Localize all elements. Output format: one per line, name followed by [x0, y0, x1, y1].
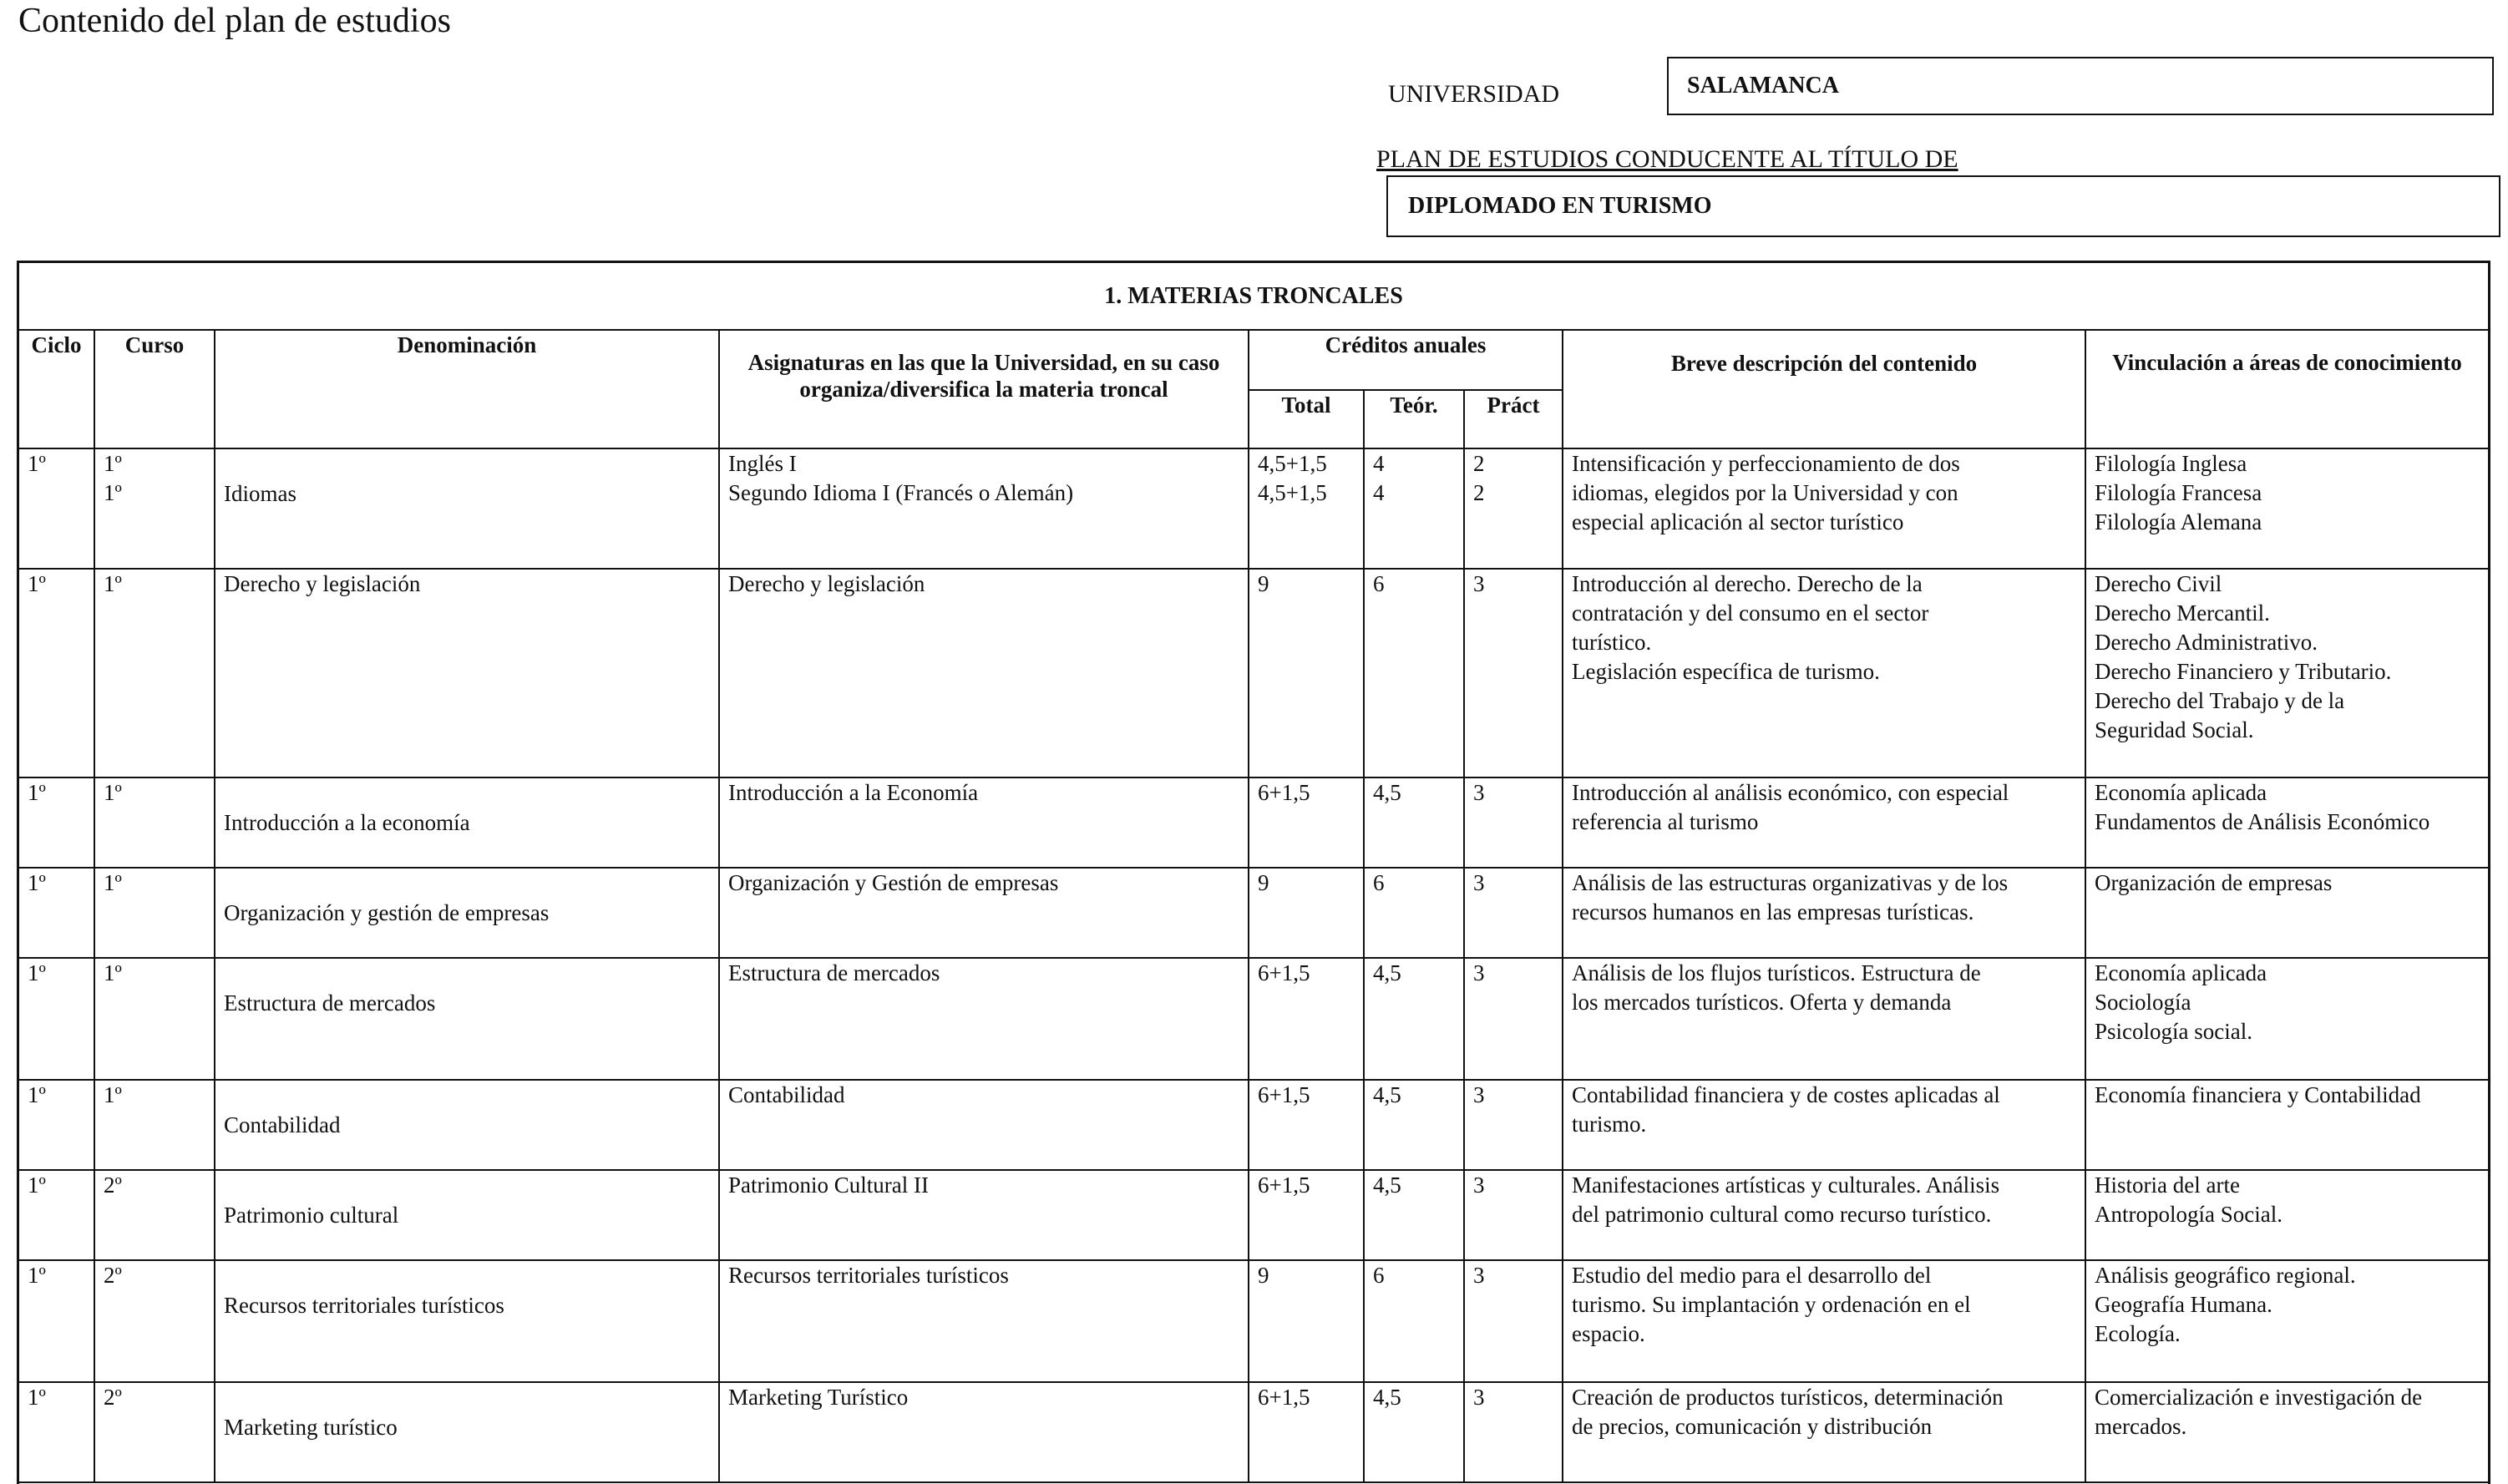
cell-teor: [1364, 777, 1464, 868]
cell-asignaturas-line: Estructura de mercados: [728, 960, 940, 985]
table-row: [19, 1382, 2488, 1482]
cell-ciclo: [19, 1170, 94, 1260]
cell-curso: [94, 958, 215, 1080]
cell-total: [1249, 1382, 1364, 1482]
header-pract: Práct: [1464, 390, 1563, 448]
cell-pract-line: 3: [1473, 1263, 1485, 1288]
cell-asignaturas-line: Introducción a la Economía: [728, 780, 979, 805]
cell-asignaturas: [719, 958, 1249, 1080]
plan-label: PLAN DE ESTUDIOS CONDUCENTE AL TÍTULO DE: [1376, 145, 1958, 173]
universidad-label: UNIVERSIDAD: [1388, 80, 1559, 108]
cell-total: [1249, 448, 1364, 569]
table-row: [19, 958, 2488, 1080]
cell-vinculacion: [2085, 1382, 2488, 1482]
cell-vinculacion: [2085, 448, 2488, 569]
cell-total-line: 6+1,5: [1258, 1173, 1310, 1198]
plan-field: DIPLOMADO EN TURISMO: [1386, 175, 2500, 237]
cell-teor: [1364, 448, 1464, 569]
cell-asignaturas-line: Patrimonio Cultural II: [728, 1173, 929, 1198]
universidad-field: SALAMANCA: [1667, 57, 2494, 115]
cell-ciclo-text: 1º: [28, 1082, 46, 1107]
cell-curso-line: 2º: [104, 1263, 122, 1288]
cell-descripcion-line: Introducción al derecho. Derecho de la: [1572, 571, 1923, 596]
cell-teor: [1364, 1170, 1464, 1260]
cell-curso-line: 1º: [104, 451, 122, 476]
cell-ciclo-text: 1º: [28, 1173, 46, 1198]
cell-ciclo: [19, 777, 94, 868]
cell-total-line: 9: [1258, 870, 1269, 895]
header-teor: Teór.: [1364, 390, 1464, 448]
cell-ciclo: [19, 1260, 94, 1382]
cell-vinculacion-line: Derecho Civil: [2095, 571, 2222, 596]
header-ciclo: Ciclo: [19, 330, 94, 448]
cell-vinculacion: [2085, 777, 2488, 868]
cell-asignaturas-line: Recursos territoriales turísticos: [728, 1263, 1009, 1288]
cell-denominacion-text: Contabilidad: [224, 1112, 341, 1137]
header-denominacion: Denominación: [215, 330, 719, 448]
cell-total: [1249, 1170, 1364, 1260]
cell-descripcion-line: Análisis de los flujos turísticos. Estructura de: [1572, 960, 1981, 985]
cell-descripcion-line: espacio.: [1572, 1321, 1645, 1346]
cell-curso-line: 1º: [104, 960, 122, 985]
cell-vinculacion-line: Psicología social.: [2095, 1019, 2252, 1044]
cell-asignaturas-line: Derecho y legislación: [728, 571, 925, 596]
cell-teor: [1364, 958, 1464, 1080]
cell-curso-line: 1º: [104, 870, 122, 895]
cell-pract: [1464, 1080, 1563, 1170]
cell-total-line: 4,5+1,5: [1258, 480, 1327, 505]
table-row: [19, 868, 2488, 958]
cell-teor-line: 4,5: [1373, 960, 1401, 985]
cell-pract: [1464, 448, 1563, 569]
cell-descripcion: [1563, 1170, 2085, 1260]
cell-denominacion-text: Derecho y legislación: [224, 571, 421, 596]
cell-asignaturas-line: Marketing Turístico: [728, 1385, 909, 1410]
cell-teor: [1364, 1382, 1464, 1482]
cell-pract-line: 3: [1473, 1173, 1485, 1198]
cell-descripcion: [1563, 868, 2085, 958]
cell-curso-line: 2º: [104, 1173, 122, 1198]
cell-asignaturas: [719, 1170, 1249, 1260]
cell-denominacion-text: Idiomas: [224, 481, 296, 506]
cell-vinculacion-line: Filología Inglesa: [2095, 451, 2247, 476]
cell-pract: [1464, 569, 1563, 777]
cell-curso-line: 2º: [104, 1385, 122, 1410]
cell-denominacion: [215, 1170, 719, 1260]
cell-vinculacion-line: Economía financiera y Contabilidad: [2095, 1082, 2421, 1107]
cell-ciclo-text: 1º: [28, 960, 46, 985]
cell-descripcion-line: referencia al turismo: [1572, 809, 1759, 834]
header-asignaturas: Asignaturas en las que la Universidad, en su caso organiza/diversifica la materia troncal: [719, 330, 1249, 448]
cell-total-line: 6+1,5: [1258, 1385, 1310, 1410]
cell-total-line: 6+1,5: [1258, 960, 1310, 985]
cell-total: [1249, 1080, 1364, 1170]
cell-denominacion-text: Recursos territoriales turísticos: [224, 1293, 504, 1318]
cell-pract-line: 3: [1473, 870, 1485, 895]
cell-descripcion: [1563, 1260, 2085, 1382]
cell-descripcion-line: de precios, comunicación y distribución: [1572, 1414, 1933, 1439]
cell-teor-line: 4: [1373, 451, 1385, 476]
cell-vinculacion-line: Derecho Financiero y Tributario.: [2095, 659, 2392, 684]
table-row: [19, 569, 2488, 777]
cell-pract-line: 3: [1473, 1082, 1485, 1107]
cell-teor-line: 4: [1373, 480, 1385, 505]
cell-denominacion: [215, 1382, 719, 1482]
cell-pract: [1464, 1260, 1563, 1382]
cell-vinculacion-line: Filología Alemana: [2095, 509, 2262, 534]
cell-pract: [1464, 958, 1563, 1080]
cell-descripcion-line: contratación y del consumo en el sector: [1572, 600, 1929, 626]
cell-descripcion: [1563, 777, 2085, 868]
cell-teor-line: 4,5: [1373, 1082, 1401, 1107]
table-row: [19, 448, 2488, 569]
cell-vinculacion-line: Seguridad Social.: [2095, 717, 2254, 742]
cell-descripcion-line: Introducción al análisis económico, con especial: [1572, 780, 2009, 805]
cell-asignaturas: [719, 1260, 1249, 1382]
cell-total: [1249, 777, 1364, 868]
cell-asignaturas: [719, 1382, 1249, 1482]
materias-troncales-table-wrap: [17, 261, 2490, 1484]
cell-asignaturas-line: Contabilidad: [728, 1082, 845, 1107]
cell-teor-line: 4,5: [1373, 1173, 1401, 1198]
cell-vinculacion-line: Derecho Administrativo.: [2095, 630, 2318, 655]
cell-descripcion-line: turístico.: [1572, 630, 1652, 655]
cell-total-line: 9: [1258, 571, 1269, 596]
cell-vinculacion: [2085, 868, 2488, 958]
cell-denominacion: [215, 777, 719, 868]
cell-teor-line: 4,5: [1373, 780, 1401, 805]
cell-curso-line: 1º: [104, 571, 122, 596]
header-total: Total: [1249, 390, 1364, 448]
table-body: [19, 448, 2488, 1482]
cell-asignaturas-line: Segundo Idioma I (Francés o Alemán): [728, 480, 1074, 505]
cell-curso: [94, 1260, 215, 1382]
cell-denominacion: [215, 1260, 719, 1382]
page-title: Contenido del plan de estudios: [18, 2, 451, 40]
cell-ciclo-text: 1º: [28, 451, 46, 476]
cell-denominacion-text: Patrimonio cultural: [224, 1203, 399, 1228]
header-vinculacion: Vinculación a áreas de conocimiento: [2085, 330, 2488, 448]
cell-asignaturas: [719, 569, 1249, 777]
cell-descripcion-line: recursos humanos en las empresas turísticas.: [1572, 899, 1974, 924]
cell-vinculacion: [2085, 958, 2488, 1080]
cell-vinculacion: [2085, 1080, 2488, 1170]
cell-teor-line: 6: [1373, 571, 1385, 596]
cell-descripcion-line: turismo. Su implantación y ordenación en el: [1572, 1292, 1971, 1317]
cell-curso-line: 1º: [104, 1082, 122, 1107]
cell-ciclo-text: 1º: [28, 1263, 46, 1288]
cell-pract: [1464, 1382, 1563, 1482]
cell-total: [1249, 868, 1364, 958]
cell-ciclo-text: 1º: [28, 870, 46, 895]
cell-vinculacion-line: Economía aplicada: [2095, 780, 2267, 805]
cell-asignaturas-line: Organización y Gestión de empresas: [728, 870, 1059, 895]
cell-descripcion-line: Intensificación y perfeccionamiento de dos: [1572, 451, 1960, 476]
cell-descripcion-line: Análisis de las estructuras organizativas y de los: [1572, 870, 2009, 895]
cell-pract-line: 3: [1473, 571, 1485, 596]
cell-descripcion: [1563, 1080, 2085, 1170]
cell-asignaturas: [719, 448, 1249, 569]
cell-total-line: 6+1,5: [1258, 780, 1310, 805]
cell-descripcion-line: los mercados turísticos. Oferta y demanda: [1572, 990, 1952, 1015]
cell-teor: [1364, 1080, 1464, 1170]
cell-total-line: 6+1,5: [1258, 1082, 1310, 1107]
cell-vinculacion: [2085, 1170, 2488, 1260]
cell-descripcion-line: del patrimonio cultural como recurso turístico.: [1572, 1202, 1992, 1227]
table-row: [19, 1170, 2488, 1260]
cell-descripcion-line: especial aplicación al sector turístico: [1572, 509, 1904, 534]
header-descripcion: Breve descripción del contenido: [1563, 330, 2085, 448]
cell-descripcion-line: Estudio del medio para el desarrollo del: [1572, 1263, 1932, 1288]
cell-ciclo: [19, 569, 94, 777]
cell-ciclo-text: 1º: [28, 780, 46, 805]
cell-descripcion-line: Manifestaciones artísticas y culturales. Análisis: [1572, 1173, 2000, 1198]
cell-curso: [94, 569, 215, 777]
cell-teor-line: 4,5: [1373, 1385, 1401, 1410]
cell-curso-line: 1º: [104, 780, 122, 805]
cell-vinculacion-line: Fundamentos de Análisis Económico: [2095, 809, 2430, 834]
cell-ciclo: [19, 1080, 94, 1170]
cell-pract-line: 3: [1473, 960, 1485, 985]
cell-asignaturas: [719, 777, 1249, 868]
cell-curso: [94, 868, 215, 958]
cell-asignaturas-line: Inglés I: [728, 451, 797, 476]
cell-vinculacion-line: Derecho del Trabajo y de la: [2095, 688, 2345, 713]
cell-denominacion: [215, 958, 719, 1080]
cell-denominacion: [215, 1080, 719, 1170]
cell-descripcion: [1563, 448, 2085, 569]
cell-curso: [94, 777, 215, 868]
cell-pract: [1464, 868, 1563, 958]
cell-vinculacion-line: Sociología: [2095, 990, 2191, 1015]
header-curso: Curso: [94, 330, 215, 448]
materias-troncales-table: [19, 263, 2488, 1483]
cell-asignaturas: [719, 868, 1249, 958]
cell-descripcion-line: idiomas, elegidos por la Universidad y con: [1572, 480, 1958, 505]
section-title: 1. MATERIAS TRONCALES: [19, 263, 2488, 330]
cell-vinculacion-line: Historia del arte: [2095, 1173, 2240, 1198]
cell-vinculacion-line: mercados.: [2095, 1414, 2187, 1439]
cell-pract-line: 3: [1473, 1385, 1485, 1410]
cell-denominacion: [215, 569, 719, 777]
cell-vinculacion-line: Antropología Social.: [2095, 1202, 2283, 1227]
cell-ciclo: [19, 1382, 94, 1482]
cell-descripcion-line: Legislación específica de turismo.: [1572, 659, 1880, 684]
cell-denominacion-text: Estructura de mercados: [224, 990, 436, 1016]
cell-pract-line: 3: [1473, 780, 1485, 805]
cell-teor: [1364, 868, 1464, 958]
cell-ciclo: [19, 868, 94, 958]
cell-teor: [1364, 569, 1464, 777]
cell-denominacion: [215, 448, 719, 569]
cell-ciclo-text: 1º: [28, 1385, 46, 1410]
cell-ciclo: [19, 958, 94, 1080]
cell-teor-line: 6: [1373, 1263, 1385, 1288]
cell-teor: [1364, 1260, 1464, 1382]
cell-curso: [94, 1382, 215, 1482]
cell-vinculacion-line: Comercialización e investigación de: [2095, 1385, 2423, 1410]
cell-descripcion-line: Contabilidad financiera y de costes aplicadas al: [1572, 1082, 2000, 1107]
cell-curso: [94, 1080, 215, 1170]
cell-total: [1249, 1260, 1364, 1382]
cell-curso: [94, 448, 215, 569]
cell-descripcion: [1563, 958, 2085, 1080]
cell-vinculacion: [2085, 1260, 2488, 1382]
cell-denominacion-text: Marketing turístico: [224, 1415, 398, 1440]
cell-vinculacion-line: Ecología.: [2095, 1321, 2181, 1346]
cell-pract: [1464, 1170, 1563, 1260]
cell-curso: [94, 1170, 215, 1260]
cell-vinculacion-line: Organización de empresas: [2095, 870, 2333, 895]
cell-ciclo: [19, 448, 94, 569]
cell-vinculacion-line: Filología Francesa: [2095, 480, 2262, 505]
cell-pract: [1464, 777, 1563, 868]
table-row: [19, 1080, 2488, 1170]
cell-curso-line: 1º: [104, 480, 122, 505]
cell-total: [1249, 569, 1364, 777]
cell-total: [1249, 958, 1364, 1080]
cell-pract-line: 2: [1473, 451, 1485, 476]
cell-denominacion-text: Introducción a la economía: [224, 810, 470, 835]
cell-vinculacion-line: Análisis geográfico regional.: [2095, 1263, 2356, 1288]
cell-ciclo-text: 1º: [28, 571, 46, 596]
cell-vinculacion: [2085, 569, 2488, 777]
header-creditos: Créditos anuales: [1249, 330, 1563, 390]
cell-denominacion: [215, 868, 719, 958]
cell-asignaturas: [719, 1080, 1249, 1170]
table-row: [19, 1260, 2488, 1382]
cell-total-line: 9: [1258, 1263, 1269, 1288]
cell-teor-line: 6: [1373, 870, 1385, 895]
cell-pract-line: 2: [1473, 480, 1485, 505]
cell-descripcion: [1563, 569, 2085, 777]
cell-vinculacion-line: Geografía Humana.: [2095, 1292, 2272, 1317]
cell-vinculacion-line: Economía aplicada: [2095, 960, 2267, 985]
table-row: [19, 777, 2488, 868]
cell-descripcion-line: turismo.: [1572, 1112, 1647, 1137]
cell-descripcion: [1563, 1382, 2085, 1482]
cell-descripcion-line: Creación de productos turísticos, determinación: [1572, 1385, 2004, 1410]
cell-total-line: 4,5+1,5: [1258, 451, 1327, 476]
cell-vinculacion-line: Derecho Mercantil.: [2095, 600, 2270, 626]
cell-denominacion-text: Organización y gestión de empresas: [224, 900, 550, 925]
